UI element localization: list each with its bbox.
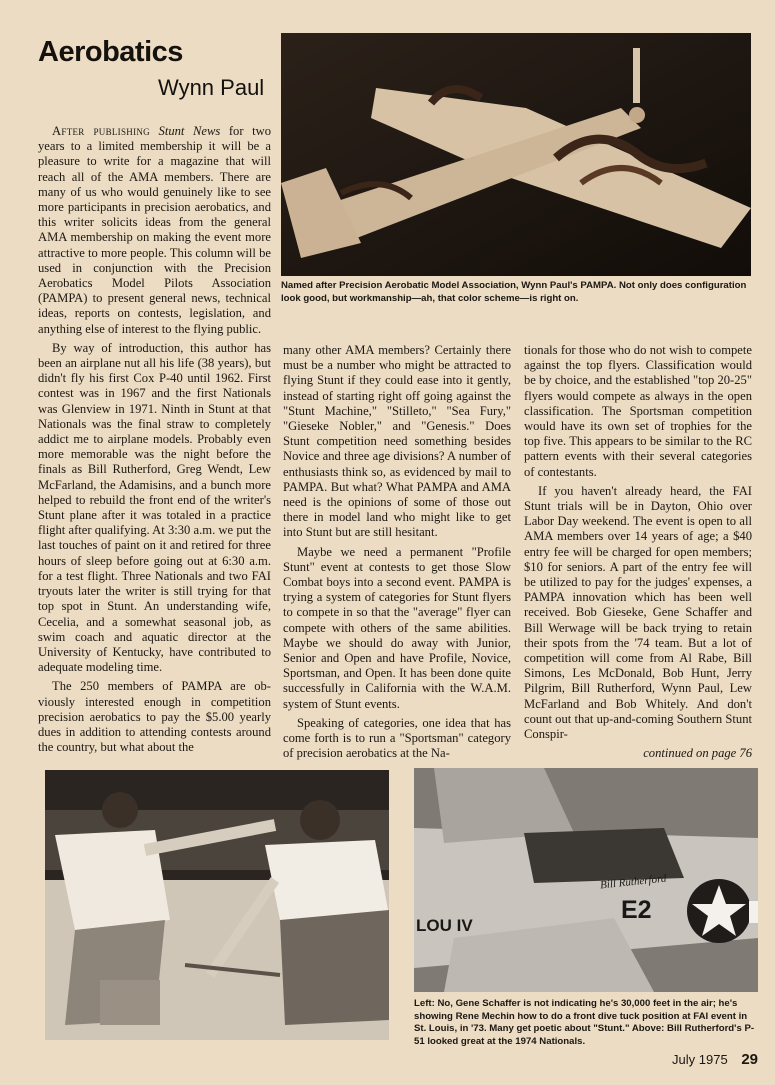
paragraph-nationals: tionals for those who do not wish to compete against the top flyers. Classification would be by choice, and the established "top 20-25" flyers would compete as always in the open classification. The Sportsman competition would have its own set of trophies for the top five. This appears to be similar to the RC pattern events with their several categories of contestants. xyxy=(524,343,752,479)
paragraph-fai-trials: If you haven't already heard, the FAI Stunt trials will be in Dayton, Ohio over Labor Day weekend. The event is open to all AMA members over 14 years of age; a $40 entry fee will be charged for open members; $10 for seniors. A part of the entry fee will be utilized to pay for the judges' expenses, a PAMPA innovation which has been well received. Bob Gieseke, Gene Schaffer and Bill Werwage will be back trying to retain their spots from the '74 team. But a lot of competition will come from Al Rabe, Bill Simons, Les McDonald, Bob Hunt, Jerry Pilgrim, Bill Rutherford, Wynn Paul, Lew McFarland and Bob Whitely. And don't count out that up-and-coming Southern Stunt Conspir- xyxy=(524,483,752,742)
top-photo-caption: Named after Precision Aerobatic Model Association, Wynn Paul's PAMPA. Not only does configuration look good, but workmanship—ah, that color scheme—is right on. xyxy=(281,280,747,304)
article-title: Aerobatics xyxy=(38,36,183,68)
right-man-head xyxy=(300,800,340,840)
plane-propeller xyxy=(633,48,640,103)
right-man-shirt xyxy=(265,840,389,920)
page-footer xyxy=(634,1051,758,1068)
paragraph-pampa-members: The 250 members of PAMPA are obviously interested enough in competition precision aerobatics to pay the $5.00 yearly dues in addition to attending contests around the country, but what about the xyxy=(38,679,271,755)
left-man-head xyxy=(102,792,138,828)
top-photo-pampa-plane xyxy=(281,33,751,276)
article-column-1 xyxy=(38,124,271,759)
p51-name-marking: LOU IV xyxy=(416,916,473,935)
issue-date: July 1975 xyxy=(672,1052,728,1067)
p51-image xyxy=(414,768,758,992)
bottom-right-photo-p51 xyxy=(414,768,758,992)
paragraph-other-members: many other AMA members? Certainly there must be a number who might be attracted to flying Stunt if they could ease into it gently, instead of starting right off going against the "Stunt Machine," "Stilleto," "Sea Fury," "Gieseke Nobler," and "Genesis." Does Stunt competition need something besides Novice and three age divisions? A number of enthusiasts think so, as evidenced by mail to PAMPA. But what? What PAMPA and AMA need is the opinions of some of those out there in model land who might like to get into Stunt but are still hesitant. xyxy=(283,343,511,540)
article-column-3 xyxy=(524,343,752,761)
bottom-left-photo xyxy=(45,770,389,1040)
field-box xyxy=(100,980,160,1025)
bottom-photos-caption: Left: No, Gene Schaffer is not indicating he's 30,000 feet in the air; he's showing Rene Mechin how to do a front dive tuck position at FAI event in St. Louis, in '73. Many get poetic about "Stunt." Above: Bill Rutherford's P-51 looked great at the 1974 Nationals. xyxy=(414,998,755,1047)
author-byline: Wynn Paul xyxy=(158,75,265,100)
article-column-2 xyxy=(283,343,511,765)
paragraph-introduction: By way of introduction, this author has been an airplane nut all his life (38 years), but didn't fly his first Cox P-40 until 1962. First contest was in 1967 and the first Nationals was Glenview in 1971. Ninth in Stunt at that Nationals was the final straw to completely addict me to airplane models. Probably even more memorable was the night before the finals as Bill Rutherford, Greg Wendt, Lew McFarland, the Adamisins, and a bunch more helped to rebuild the front end of the writer's Stunt plane after it was totaled in a practice flight after qualifying. At 3:30 a.m. we put the last touches of paint on it and retired for three hours of sleep before going out at 6:30 a.m. for a test flight. Three Nationals and two FAI tryouts later the writer is still trying for that top spot in Stunt. An understanding wife, Cecelia, and a somewhat seasonal job, as swim coach and aquatic director at the University of Kentucky, have contributed to adequate modeling time. xyxy=(38,340,271,675)
page-number: 29 xyxy=(741,1051,758,1068)
paragraph-categories: Speaking of categories, one idea that has come forth is to run a "Sportsman" category of precision aerobatics at the Na- xyxy=(283,715,511,761)
paragraph-profile-stunt: Maybe we need a permanent "Profile Stunt" event at contests to get those Slow Combat boys into a second event. PAMPA is trying a system of categories for Stunt flyers to compete in so that the "average" flyer can compete with others of the same abilities. Maybe we should do away with Junior, Senior and Open and have Profile, Novice, Sportsman, and Open. It has been done quite successfully in California with the W.A.M. system of Stunt events. xyxy=(283,544,511,711)
p51-code-marking: E2 xyxy=(621,896,652,924)
pampa-plane-image xyxy=(281,33,751,276)
paragraph-intro: After publishing Stunt News for two years to a limited membership it will be a pleasure to write for a magazine that will reach all of the AMA members. There are many of us who would genuinely like to see more participants in precision aerobatics, and this writer solicits ideas from the general AMA membership on making the event more attractive to more people. This column will be used in conjunction with the Precision Aerobatics Model Pilots Association (PAMPA) to present general news, technical ideas, reports on contests, legislation, and anything else of interest to the flying public. xyxy=(38,124,272,336)
continued-on-page: continued on page 76 xyxy=(643,746,752,761)
flying-field-image xyxy=(45,770,389,1040)
p51-pilot-script: Bill Rutherford xyxy=(599,872,667,892)
